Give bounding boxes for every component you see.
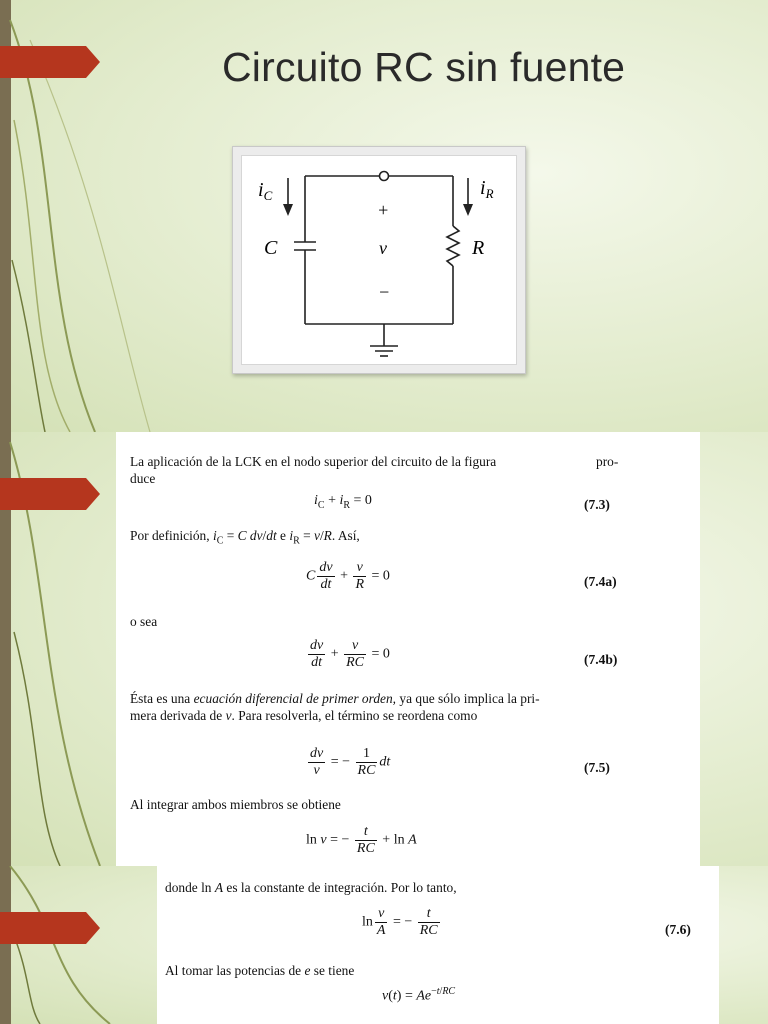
decorative-leaves-icon [0,866,160,1024]
bullet-arrow [0,46,100,78]
eq-number-7-6: (7.6) [665,922,691,937]
paragraph-o-sea: o sea [130,614,158,629]
label-capacitor: C [264,237,278,259]
equation-7-4a: C $\frac{dv}{dt}$ + $\frac{v}{R}$ = 0 [306,560,390,592]
paragraph-constant: donde ln A es la constante de integración. Por lo tanto, [165,880,457,895]
current-arrow-ic-icon [283,204,293,216]
slide-3 [0,866,768,1024]
equation-7-5: $\frac{dv}{v}$ = − $\frac{1}{RC}$ dt [310,746,391,778]
eq-number-7-3: (7.3) [584,497,610,512]
paragraph-first-order-cont: mera derivada de v. Para resolverla, el término se reordena como [130,708,478,723]
equation-7-6: ln $\frac{v}{A}$ = − $\frac{t}{RC}$ [362,906,438,938]
paragraph-lck: La aplicación de la LCK en el nodo superior del circuito de la figura [130,454,497,469]
label-voltage: v [379,238,387,258]
paragraph-integrate: Al integrar ambos miembros se obtiene [130,797,341,812]
equation-7-4b: $\frac{dv}{dt}$ + $\frac{v}{RC}$ = 0 [310,638,390,670]
paragraph-powers: Al tomar las potencias de e se tiene [165,963,355,978]
paragraph-lck-cont: duce [130,471,156,486]
paragraph-lck-hyphen: pro- [596,454,619,469]
slide-title: Circuito RC sin fuente [222,44,626,90]
label-plus: + [377,200,390,220]
circuit-figure [232,146,526,374]
equation-ln-v: ln v = − $\frac{t}{RC}$ + ln A [306,824,417,856]
bullet-arrow [0,912,100,944]
slide-1 [0,0,768,432]
rc-circuit-diagram [242,156,516,364]
label-resistor: R [472,237,485,259]
equation-7-3: $i_C + i_R = 0$ [314,493,372,511]
textbook-page [116,432,700,866]
equation-v-t: $v(t) = Ae^{-t/RC}$ [382,986,456,1004]
eq-number-7-5: (7.5) [584,760,610,775]
eq-number-7-4b: (7.4b) [584,652,618,667]
current-arrow-ir-icon [463,204,473,216]
bullet-arrow [0,478,100,510]
label-ir: $i_R$ [480,177,494,201]
paragraph-first-order: Ésta es una ecuación diferencial de primer orden, ya que sólo implica la pri- [130,691,540,706]
textbook-page [157,866,719,1024]
label-minus: − [378,282,391,302]
label-ic: $i_C$ [258,179,273,203]
paragraph-definition: Por definición, $i_C = C$ dv/dt e $i_R = v/R$. Así, [130,528,360,547]
slide-2 [0,432,768,866]
eq-number-7-4a: (7.4a) [584,574,617,589]
